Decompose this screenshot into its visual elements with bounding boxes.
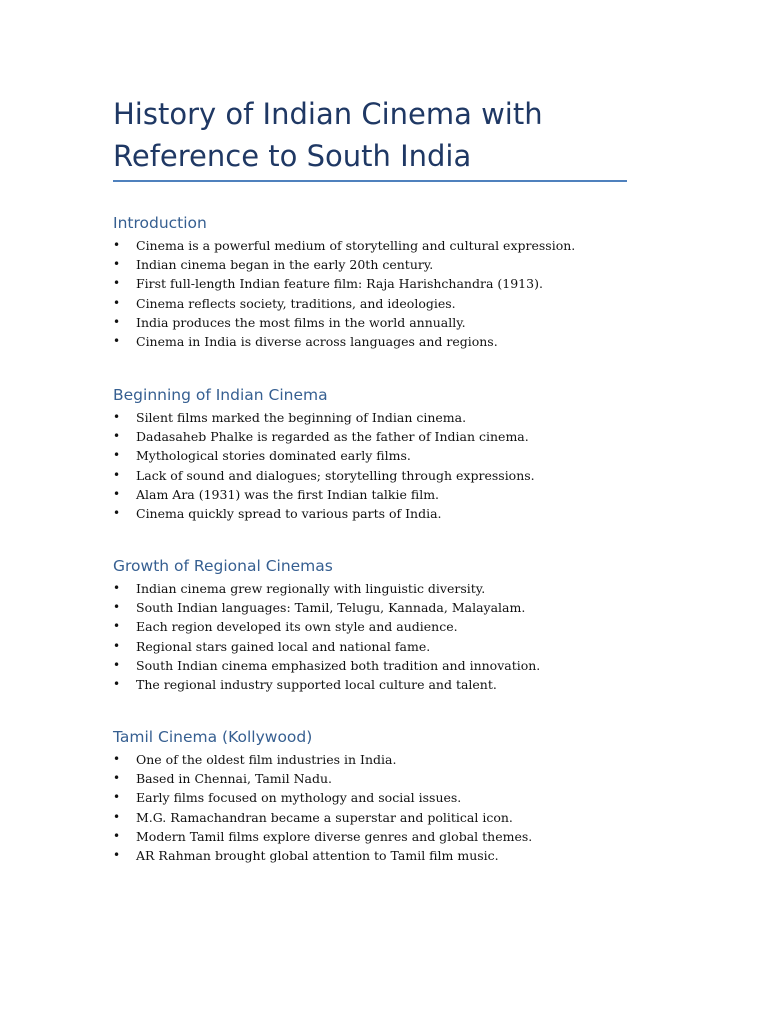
bullet-icon: • [113,790,121,805]
bullet-icon: • [113,314,121,329]
list-item [113,255,653,274]
list-item-text: Each region developed its own style and audience. [136,619,458,635]
bullet-icon: • [113,257,121,272]
list-item [113,274,653,293]
list-item [113,408,653,427]
list-item-text: Indian cinema began in the early 20th century. [136,257,434,273]
list-item-text: South Indian cinema emphasized both tradition and innovation. [136,657,541,673]
list-item [113,466,653,485]
list-item [113,294,653,313]
list-item [113,313,653,332]
document-title: History of Indian Cinema with Reference to South India [113,97,543,173]
title-underline [113,180,627,182]
list-item-text: Cinema is a powerful medium of storytelling and cultural expression. [136,238,576,253]
section-heading: Introduction [113,214,207,232]
list-item-text: One of the oldest film industries in India. [136,752,397,767]
list-item-text: Dadasaheb Phalke is regarded as the father of Indian cinema. [136,429,529,445]
list-item [113,598,653,617]
bullet-icon: • [113,752,121,766]
list-item-text: Silent films marked the beginning of Indian cinema. [136,410,467,425]
list-item [113,808,653,827]
list-item-text: Cinema reflects society, traditions, and ideologies. [136,295,456,311]
list-item [113,846,653,865]
list-item-text: The regional industry supported local culture and talent. [136,676,497,692]
bullet-icon: • [113,828,121,843]
section-introduction [113,211,653,351]
list-item [113,788,653,807]
bullet-icon: • [113,771,121,786]
list-item-text: Mythological stories dominated early films. [136,448,411,464]
section-heading: Growth of Regional Cinemas [113,557,333,575]
list-item [113,427,653,446]
bullet-list [113,236,653,351]
bullet-icon: • [113,238,121,252]
list-item-text: India produces the most films in the world annually. [136,314,466,330]
bullet-icon: • [113,448,121,463]
bullet-icon: • [113,600,121,615]
bullet-icon: • [113,410,121,424]
bullet-icon: • [113,333,121,348]
list-item [113,675,653,694]
bullet-icon: • [113,619,121,634]
list-item [113,504,653,523]
bullet-icon: • [113,638,121,653]
list-item [113,750,653,769]
section-tamil-cinema [113,725,653,865]
list-item-text: Indian cinema grew regionally with linguistic diversity. [136,581,486,596]
section-beginning-of-indian-cinema [113,383,653,523]
section-growth-of-regional-cinemas [113,554,653,694]
list-item [113,637,653,656]
list-item-text: Cinema quickly spread to various parts of India. [136,505,442,521]
list-item-text: AR Rahman brought global attention to Tamil film music. [136,847,499,863]
bullet-icon: • [113,505,121,520]
bullet-icon: • [113,676,121,691]
bullet-list [113,750,653,865]
bullet-icon: • [113,276,121,291]
list-item [113,769,653,788]
list-item-text: Regional stars gained local and national fame. [136,638,431,654]
list-item-text: Early films focused on mythology and social issues. [136,790,462,806]
list-item-text: M.G. Ramachandran became a superstar and political icon. [136,809,513,825]
list-item [113,485,653,504]
section-heading: Beginning of Indian Cinema [113,386,328,404]
bullet-icon: • [113,467,121,482]
list-item-text: Cinema in India is diverse across languages and regions. [136,333,498,349]
list-item-text: Modern Tamil films explore diverse genres and global themes. [136,828,533,844]
list-item [113,656,653,675]
bullet-icon: • [113,429,121,444]
list-item [113,617,653,636]
bullet-icon: • [113,657,121,672]
list-item [113,236,653,255]
list-item-text: First full-length Indian feature film: Raja Harishchandra (1913). [136,276,543,292]
list-item [113,332,653,351]
list-item-text: Alam Ara (1931) was the first Indian talkie film. [136,486,440,502]
bullet-list [113,579,653,694]
bullet-list [113,408,653,523]
list-item [113,446,653,465]
bullet-icon: • [113,295,121,310]
list-item [113,827,653,846]
list-item-text: Lack of sound and dialogues; storytelling through expressions. [136,467,535,483]
bullet-icon: • [113,486,121,501]
bullet-icon: • [113,809,121,824]
list-item-text: South Indian languages: Tamil, Telugu, Kannada, Malayalam. [136,600,526,616]
section-heading: Tamil Cinema (Kollywood) [113,728,313,746]
list-item-text: Based in Chennai, Tamil Nadu. [136,771,333,787]
bullet-icon: • [113,847,121,862]
bullet-icon: • [113,581,121,595]
list-item [113,579,653,598]
